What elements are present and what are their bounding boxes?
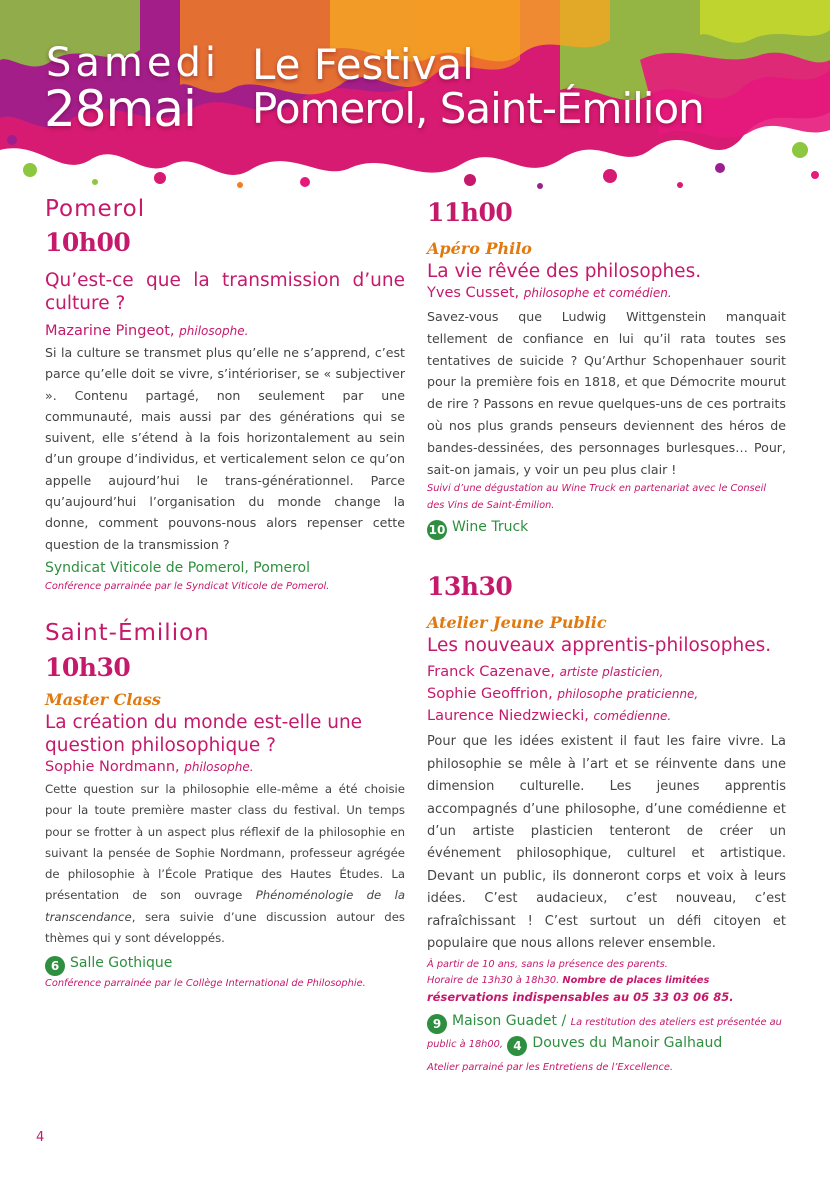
- speaker-role: philosophe.: [179, 324, 249, 338]
- location-name: Maison Guadet /: [452, 1013, 567, 1030]
- description-part-1: Cette question sur la philosophie elle-même a été choisie pour la toute première master class du festival. Un temps pour se frotter à un aspect plus réflexif de la philosophie en suivant la pensée de Sophie Nordmann, professeur agrégée de philosophie à l’École Pratique des Hautes Études. La présentation de son ouvrage: [45, 781, 405, 903]
- event-speaker: [427, 705, 786, 727]
- event-saint-emilion: [45, 619, 405, 992]
- event-speaker: [45, 321, 405, 342]
- speaker-name: Sophie Nordmann,: [45, 758, 180, 775]
- venue-heading: Saint-Émilion: [45, 619, 210, 646]
- event-atelier-jeune-public: [427, 572, 786, 1077]
- event-sponsor-note: Suivi d’une dégustation au Wine Truck en partenariat avec le Conseil des Vins de Saint-Émilion.: [427, 483, 767, 512]
- location-number-badge: 10: [427, 520, 447, 540]
- venue-heading: Pomerol: [45, 196, 146, 222]
- event-speaker: [427, 661, 786, 683]
- age-note: À partir de 10 ans, sans la présence des parents.: [427, 959, 668, 971]
- event-time: 10h30: [45, 652, 131, 682]
- restitution-note: La restitution des ateliers est présentée au public à 18h00,: [427, 1017, 782, 1051]
- event-speaker: [427, 283, 786, 304]
- event-description: Savez-vous que Ludwig Wittgenstein manquait tellement de confiance en lui qu’il rata toutes ses tentatives de suicide ? Qu’Arthur Schopenhauer sourit pour la première fois en 1818, et que Démocrite mourut de rire ? Passons en revue quelques-uns de ces portraits où nos plus grands penseurs deviennent des héros de bandes-dessinées, des personnages burlesques… Pour, sait-on jamais, y voir un peu plus clair !: [427, 309, 786, 477]
- event-sponsor-note: Conférence parrainée par le Syndicat Viticole de Pomerol.: [45, 580, 330, 592]
- speaker-role: comédienne.: [593, 709, 672, 724]
- location-number-badge: 4: [507, 1036, 527, 1056]
- event-title: Qu’est-ce que la transmission d’une culture ?: [45, 270, 405, 314]
- event-time: 11h00: [427, 198, 513, 227]
- speaker-role: artiste plasticien,: [559, 665, 664, 680]
- location-name: Salle Gothique: [70, 955, 173, 972]
- location-name: Douves du Manoir Galhaud: [532, 1035, 723, 1052]
- event-tag: Atelier Jeune Public: [427, 613, 607, 633]
- event-locations: [427, 1012, 786, 1056]
- event-tag: Master Class: [45, 689, 161, 709]
- book-title: Phénoménologie de la transcendance: [45, 888, 406, 924]
- event-tag: Apéro Philo: [427, 239, 532, 258]
- event-title: Les nouveaux apprentis-philosophes.: [427, 635, 772, 657]
- event-description: [45, 779, 405, 949]
- header-festival: Le Festival: [252, 40, 474, 89]
- reservation-note: réservations indispensables au 05 33 03 06 85.: [427, 990, 734, 1005]
- event-apero-philo: [427, 198, 786, 540]
- right-column: [427, 190, 786, 1077]
- event-title: La vie rêvée des philosophes.: [427, 261, 702, 282]
- location-number-badge: 9: [427, 1014, 447, 1034]
- event-pomerol: [45, 195, 405, 595]
- speaker-role: philosophe et comédien.: [523, 286, 672, 300]
- left-column: [45, 190, 405, 992]
- description-part-2: , sera suivie d’une discussion autour des thèmes qui y sont développés.: [45, 909, 405, 946]
- event-sponsor-note: Conférence parrainée par le Collège International de Philosophie.: [45, 978, 366, 990]
- event-sponsor-note: Atelier parrainé par les Entretiens de l’Excellence.: [427, 1062, 673, 1074]
- speaker-name: Sophie Geoffrion,: [427, 686, 553, 703]
- event-description: Pour que les idées existent il faut les faire vivre. La philosophie se mêle à l’art et se réinvente dans une dimension culturelle. Les jeunes apprentis accompagnés d’une philosophe, d’une comédienne et d’un artiste plasticien tenteront de créer un événement philosophique, culturel et artistique. Devant un public, ils donneront corps et voix à leurs idées. C’est audacieux, c’est nouveau, c’est rafraîchissant ! C’est surtout un défi citoyen et populaire que nous allons relever ensemble.: [427, 734, 786, 952]
- event-location: [45, 952, 405, 976]
- event-description: Si la culture se transmet plus qu’elle ne s’apprend, c’est parce qu’elle doit se vivre, s’intérioriser, se « subjectiver ». Contenu partagé, non seulement par une communauté, mais aussi par des générations qui se suivent, elle s’étend à la fois horizontalement au sein d’un groupe d’individus, et verticalement selon ce qu’on appelle aujourd’hui le trans-générationnel. Parce qu’aujourd’hui l’organisation du monde change la donne, comment pouvons-nous alors repenser cette question de la transmission ?: [45, 345, 405, 552]
- event-time: 10h00: [45, 228, 131, 257]
- header-day: Samedi: [46, 40, 220, 86]
- location-number-badge: 6: [45, 956, 65, 976]
- event-location: [427, 516, 786, 540]
- speaker-name: Mazarine Pingeot,: [45, 323, 175, 339]
- speaker-name: Laurence Niedzwiecki,: [427, 708, 589, 725]
- header-places: Pomerol, Saint-Émilion: [252, 84, 704, 133]
- event-speaker: [45, 757, 405, 778]
- speaker-role: philosophe.: [184, 759, 254, 774]
- event-speaker: [427, 683, 786, 705]
- header-date: 28mai: [44, 80, 196, 138]
- places-limited: Nombre de places limitées: [562, 975, 710, 987]
- event-practical-info: [427, 957, 786, 1005]
- hours-note: [427, 973, 786, 989]
- page-number: 4: [36, 1130, 45, 1145]
- speaker-role: philosophe praticienne,: [557, 687, 699, 702]
- header-banner: [0, 0, 830, 190]
- event-time: 13h30: [427, 572, 513, 602]
- speaker-name: Franck Cazenave,: [427, 664, 556, 681]
- event-location: Syndicat Viticole de Pomerol, Pomerol: [45, 559, 310, 576]
- location-name: Wine Truck: [452, 519, 529, 536]
- event-title: La création du monde est-elle une question philosophique ?: [45, 711, 363, 756]
- speaker-name: Yves Cusset,: [427, 285, 520, 301]
- hours-text: Horaire de 13h30 à 18h30.: [427, 975, 560, 987]
